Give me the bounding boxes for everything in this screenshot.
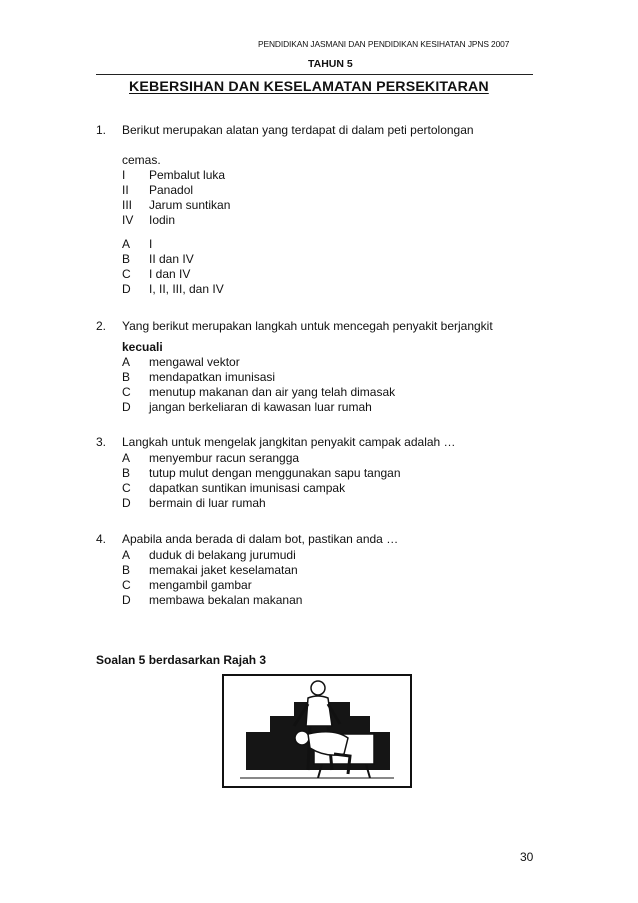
- question-stem: Yang berikut merupakan langkah untuk mencegah penyakit berjangkit: [122, 319, 493, 333]
- question-number: 3.: [96, 435, 107, 449]
- question-stem-continued: cemas.: [122, 153, 161, 167]
- page-title: KEBERSIHAN DAN KESELAMATAN PERSEKITARAN: [129, 79, 489, 95]
- question-5-intro: Soalan 5 berdasarkan Rajah 3: [96, 653, 267, 667]
- page-number: 30: [520, 850, 534, 864]
- header-line: PENDIDIKAN JASMANI DAN PENDIDIKAN KESIHATAN JPNS 2007: [258, 39, 510, 49]
- question-stem: Berikut merupakan alatan yang terdapat di dalam peti pertolongan: [122, 123, 474, 137]
- question-number: 2.: [96, 319, 107, 333]
- question-stem: Apabila anda berada di dalam bot, pastikan anda …: [122, 532, 399, 546]
- question-number: 1.: [96, 123, 107, 137]
- header-rule: [96, 74, 533, 75]
- question-stem-emphasis: kecuali: [122, 340, 163, 354]
- header-year: TAHUN 5: [308, 58, 353, 70]
- question-number: 4.: [96, 532, 107, 546]
- first-aid-illustration-icon: [222, 674, 412, 788]
- question-stem: Langkah untuk mengelak jangkitan penyakit campak adalah …: [122, 435, 456, 449]
